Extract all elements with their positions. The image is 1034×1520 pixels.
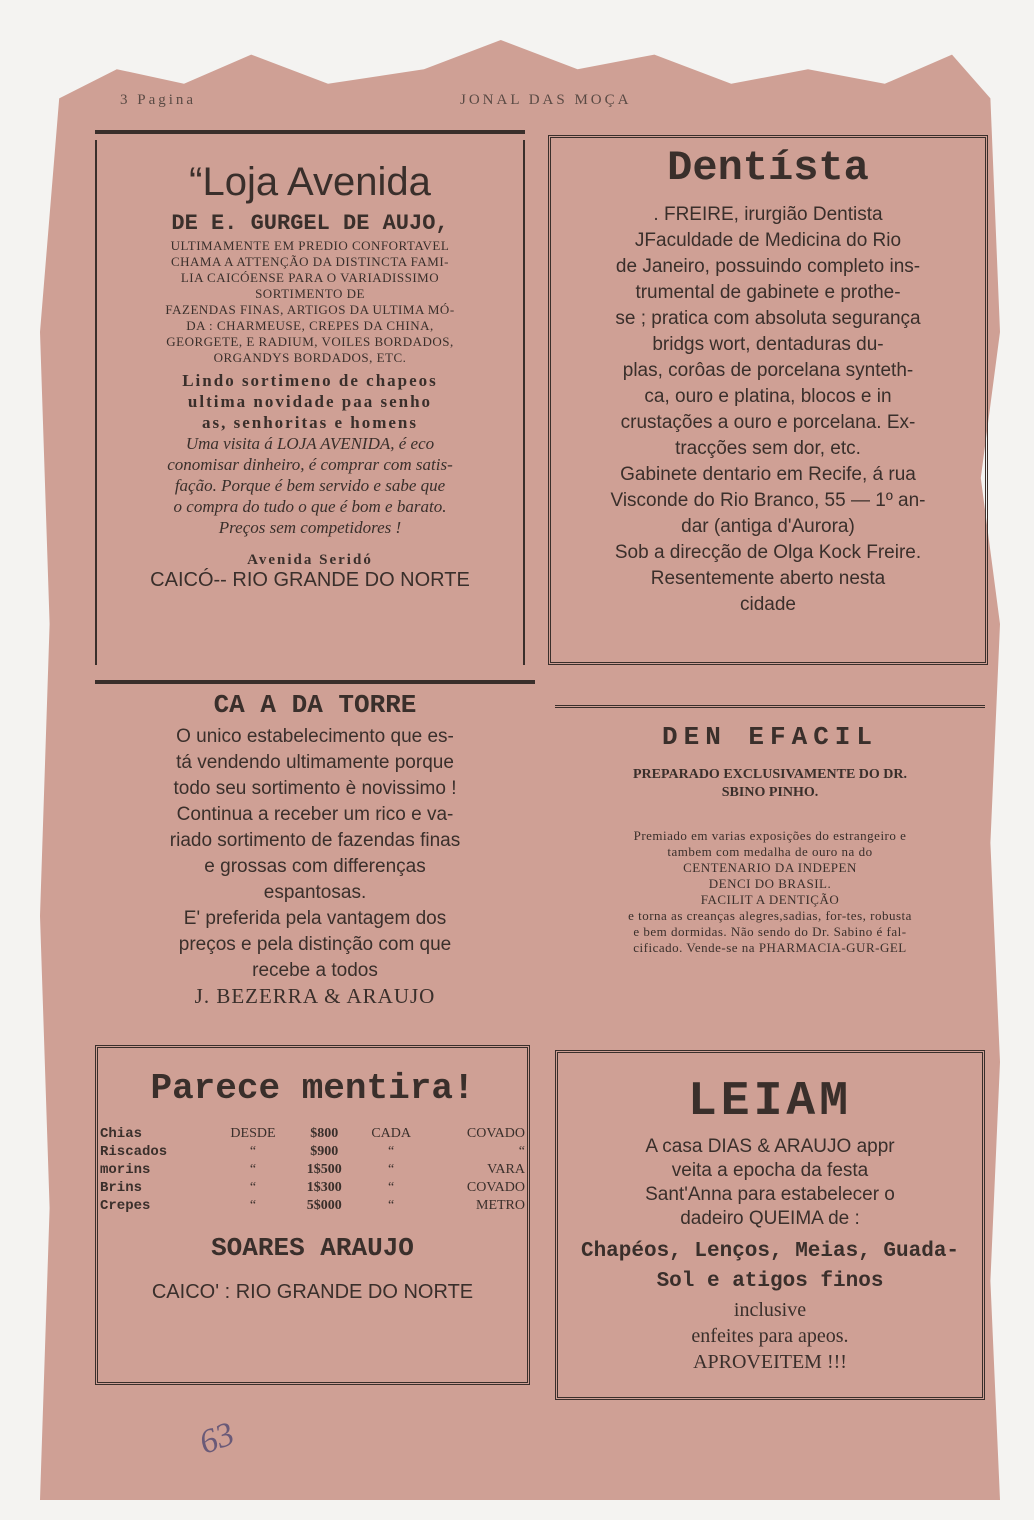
ad-line: espantosas. bbox=[263, 882, 367, 903]
ad-title: CA A DA TORRE bbox=[213, 690, 417, 720]
ad-title: “Loja Avenida bbox=[189, 160, 431, 204]
ad-line: JFaculdade de Medicina do Rio bbox=[634, 230, 902, 251]
ad-line: trumental de gabinete e prothe- bbox=[635, 282, 901, 303]
ad-line: Sant'Anna para estabelecer o bbox=[645, 1184, 895, 1205]
handwritten-number: 63 bbox=[194, 1415, 240, 1462]
ad-line: crustações a ouro e porcelana. Ex- bbox=[620, 412, 916, 433]
ad-line: LIA CAICÓENSE PARA O VARIADISSIMO bbox=[180, 270, 440, 285]
ad-line: Premiado em varias exposições do estrangeiro e bbox=[633, 828, 907, 843]
ad-line: ca, ouro e platina, blocos e in bbox=[644, 386, 892, 407]
ad-line: inclusive bbox=[733, 1299, 807, 1321]
ad-italic-line: Preços sem competidores ! bbox=[218, 518, 402, 537]
ad-line: FAZENDAS FINAS, ARTIGOS DA ULTIMA MÓ- bbox=[165, 302, 455, 317]
ad-line: ULTIMAMENTE EM PREDIO CONFORTAVEL bbox=[170, 238, 450, 253]
ad-bold-line: Lindo sortimeno de chapeos bbox=[182, 371, 438, 390]
ad-bold-line: as, senhoritas e homens bbox=[201, 413, 418, 432]
ad-line: bridgs wort, dentaduras du- bbox=[652, 334, 884, 355]
ad-line: ORGANDYS BORDADOS, ETC. bbox=[213, 350, 407, 365]
ad-line: GEORGETE, E RADIUM, VOILES BORDADOS, bbox=[166, 334, 454, 349]
ad-title: Parece mentira! bbox=[150, 1068, 475, 1109]
ad-italic-line: conomisar dinheiro, é comprar com satis- bbox=[167, 455, 453, 474]
ad-line: enfeites para apeos. bbox=[691, 1325, 849, 1347]
ad-line: SORTIMENTO DE bbox=[255, 286, 365, 301]
ad-italic-line: fação. Porque é bem servido e sabe que bbox=[174, 476, 446, 495]
ad-line: Visconde do Rio Branco, 55 — 1º an- bbox=[610, 490, 926, 511]
ad-casa-da-torre bbox=[95, 688, 535, 1023]
ad-bold-line: Sol e atigos finos bbox=[656, 1270, 884, 1293]
table-row: Crepes “ 5$000 “ METRO bbox=[100, 1198, 525, 1214]
ad-line: plas, corôas de porcelana synteth- bbox=[622, 360, 914, 381]
ad-line: e grossas com differenças bbox=[204, 856, 426, 877]
ad-dentefacil bbox=[555, 705, 985, 1000]
ad-line: SBINO PINHO. bbox=[721, 785, 819, 800]
newspaper-name: JONAL DAS MOÇA bbox=[460, 92, 632, 108]
ad-line: recebe a todos bbox=[252, 960, 378, 981]
ad-bold-line: Chapéos, Lenços, Meias, Guada- bbox=[580, 1240, 960, 1263]
ad-line: APROVEITEM !!! bbox=[693, 1351, 847, 1373]
ad-line: . FREIRE, irurgião Dentista bbox=[653, 204, 883, 225]
ad-line: tá vendendo ultimamente porque bbox=[176, 752, 454, 773]
ad-line: E' preferida pela vantagem dos bbox=[183, 908, 447, 929]
table-row: Chias DESDE $800 CADA COVADO bbox=[100, 1126, 525, 1142]
ad-title: LEIAM bbox=[687, 1075, 853, 1129]
ad-dentista bbox=[548, 135, 988, 665]
ad-line: cidade bbox=[740, 594, 796, 615]
ad-line: e torna as creanças alegres,sadias, for-tes, robusta bbox=[628, 908, 912, 923]
ad-parece-mentira bbox=[95, 1045, 530, 1385]
ad-line: Sob a direcção de Olga Kock Freire. bbox=[614, 542, 922, 563]
ad-title: DEN EFACIL bbox=[661, 722, 879, 752]
ad-leiam bbox=[555, 1050, 985, 1400]
ad-line: tambem com medalha de ouro na do bbox=[667, 844, 873, 859]
ad-line: O unico estabelecimento que es- bbox=[176, 726, 454, 747]
ad-address: Avenida Seridó bbox=[247, 552, 373, 568]
ad-italic-line: Uma visita á LOJA AVENIDA, é eco bbox=[185, 434, 435, 453]
ad-line: se ; pratica com absoluta segurança bbox=[615, 308, 921, 329]
ad-line: CENTENARIO DA INDEPEN bbox=[683, 860, 857, 875]
ad-loja-avenida bbox=[95, 140, 525, 665]
ad-line: de Janeiro, possuindo completo ins- bbox=[615, 256, 921, 277]
ad-line: CHAMA A ATTENÇÃO DA DISTINCTA FAMI- bbox=[170, 254, 450, 269]
ad-line: dadeiro QUEIMA de : bbox=[680, 1208, 860, 1229]
ad-city: CAICO' : RIO GRANDE DO NORTE bbox=[151, 1281, 474, 1303]
table-row: Brins “ 1$300 “ COVADO bbox=[100, 1180, 525, 1196]
ad-line: e bem dormidas. Não sendo do Dr. Sabino é fal- bbox=[633, 924, 907, 939]
rule bbox=[95, 130, 525, 134]
ad-line: DENCI DO BRASIL. bbox=[708, 876, 832, 891]
ad-line: dar (antiga d'Aurora) bbox=[681, 516, 855, 537]
ad-line: A casa DIAS & ARAUJO appr bbox=[645, 1136, 895, 1157]
ad-city: CAICÓ-- RIO GRANDE DO NORTE bbox=[150, 569, 470, 591]
ad-line: Gabinete dentario em Recife, á rua bbox=[620, 464, 916, 485]
price-table bbox=[98, 1125, 527, 1215]
ad-italic-line: o compra do tudo o que é bom e barato. bbox=[173, 497, 447, 516]
ad-line: FACILIT A DENTIÇÃO bbox=[700, 892, 840, 907]
page-number: 3 Pagina bbox=[120, 92, 197, 108]
ad-line: cificado. Vende-se na PHARMACIA-GUR-GEL bbox=[633, 940, 907, 955]
ad-line: PREPARADO EXCLUSIVAMENTE DO DR. bbox=[632, 767, 908, 782]
ad-line: Resentemente aberto nesta bbox=[650, 568, 886, 589]
ad-firm: SOARES ARAUJO bbox=[211, 1233, 414, 1263]
ad-line: DA : CHARMEUSE, CREPES DA CHINA, bbox=[186, 318, 434, 333]
ad-line: veita a epocha da festa bbox=[671, 1160, 869, 1181]
table-row: morins “ 1$500 “ VARA bbox=[100, 1162, 525, 1178]
ad-line: riado sortimento de fazendas finas bbox=[169, 830, 461, 851]
ad-line: Continua a receber um rico e va- bbox=[176, 804, 454, 825]
ad-bold-line: ultima novidade paa senho bbox=[187, 392, 433, 411]
table-row: Riscados “ $900 “ “ bbox=[100, 1144, 525, 1160]
ad-owner: DE E. GURGEL DE AUJO, bbox=[171, 211, 449, 236]
ad-line: preços e pela distinção com que bbox=[178, 934, 452, 955]
ad-line: todo seu sortimento è novissimo ! bbox=[173, 778, 457, 799]
ad-title: Dentísta bbox=[667, 144, 869, 192]
rule bbox=[95, 680, 535, 684]
ad-line: tracções sem dor, etc. bbox=[675, 438, 861, 459]
ad-signature: J. BEZERRA & ARAUJO bbox=[194, 984, 436, 1008]
